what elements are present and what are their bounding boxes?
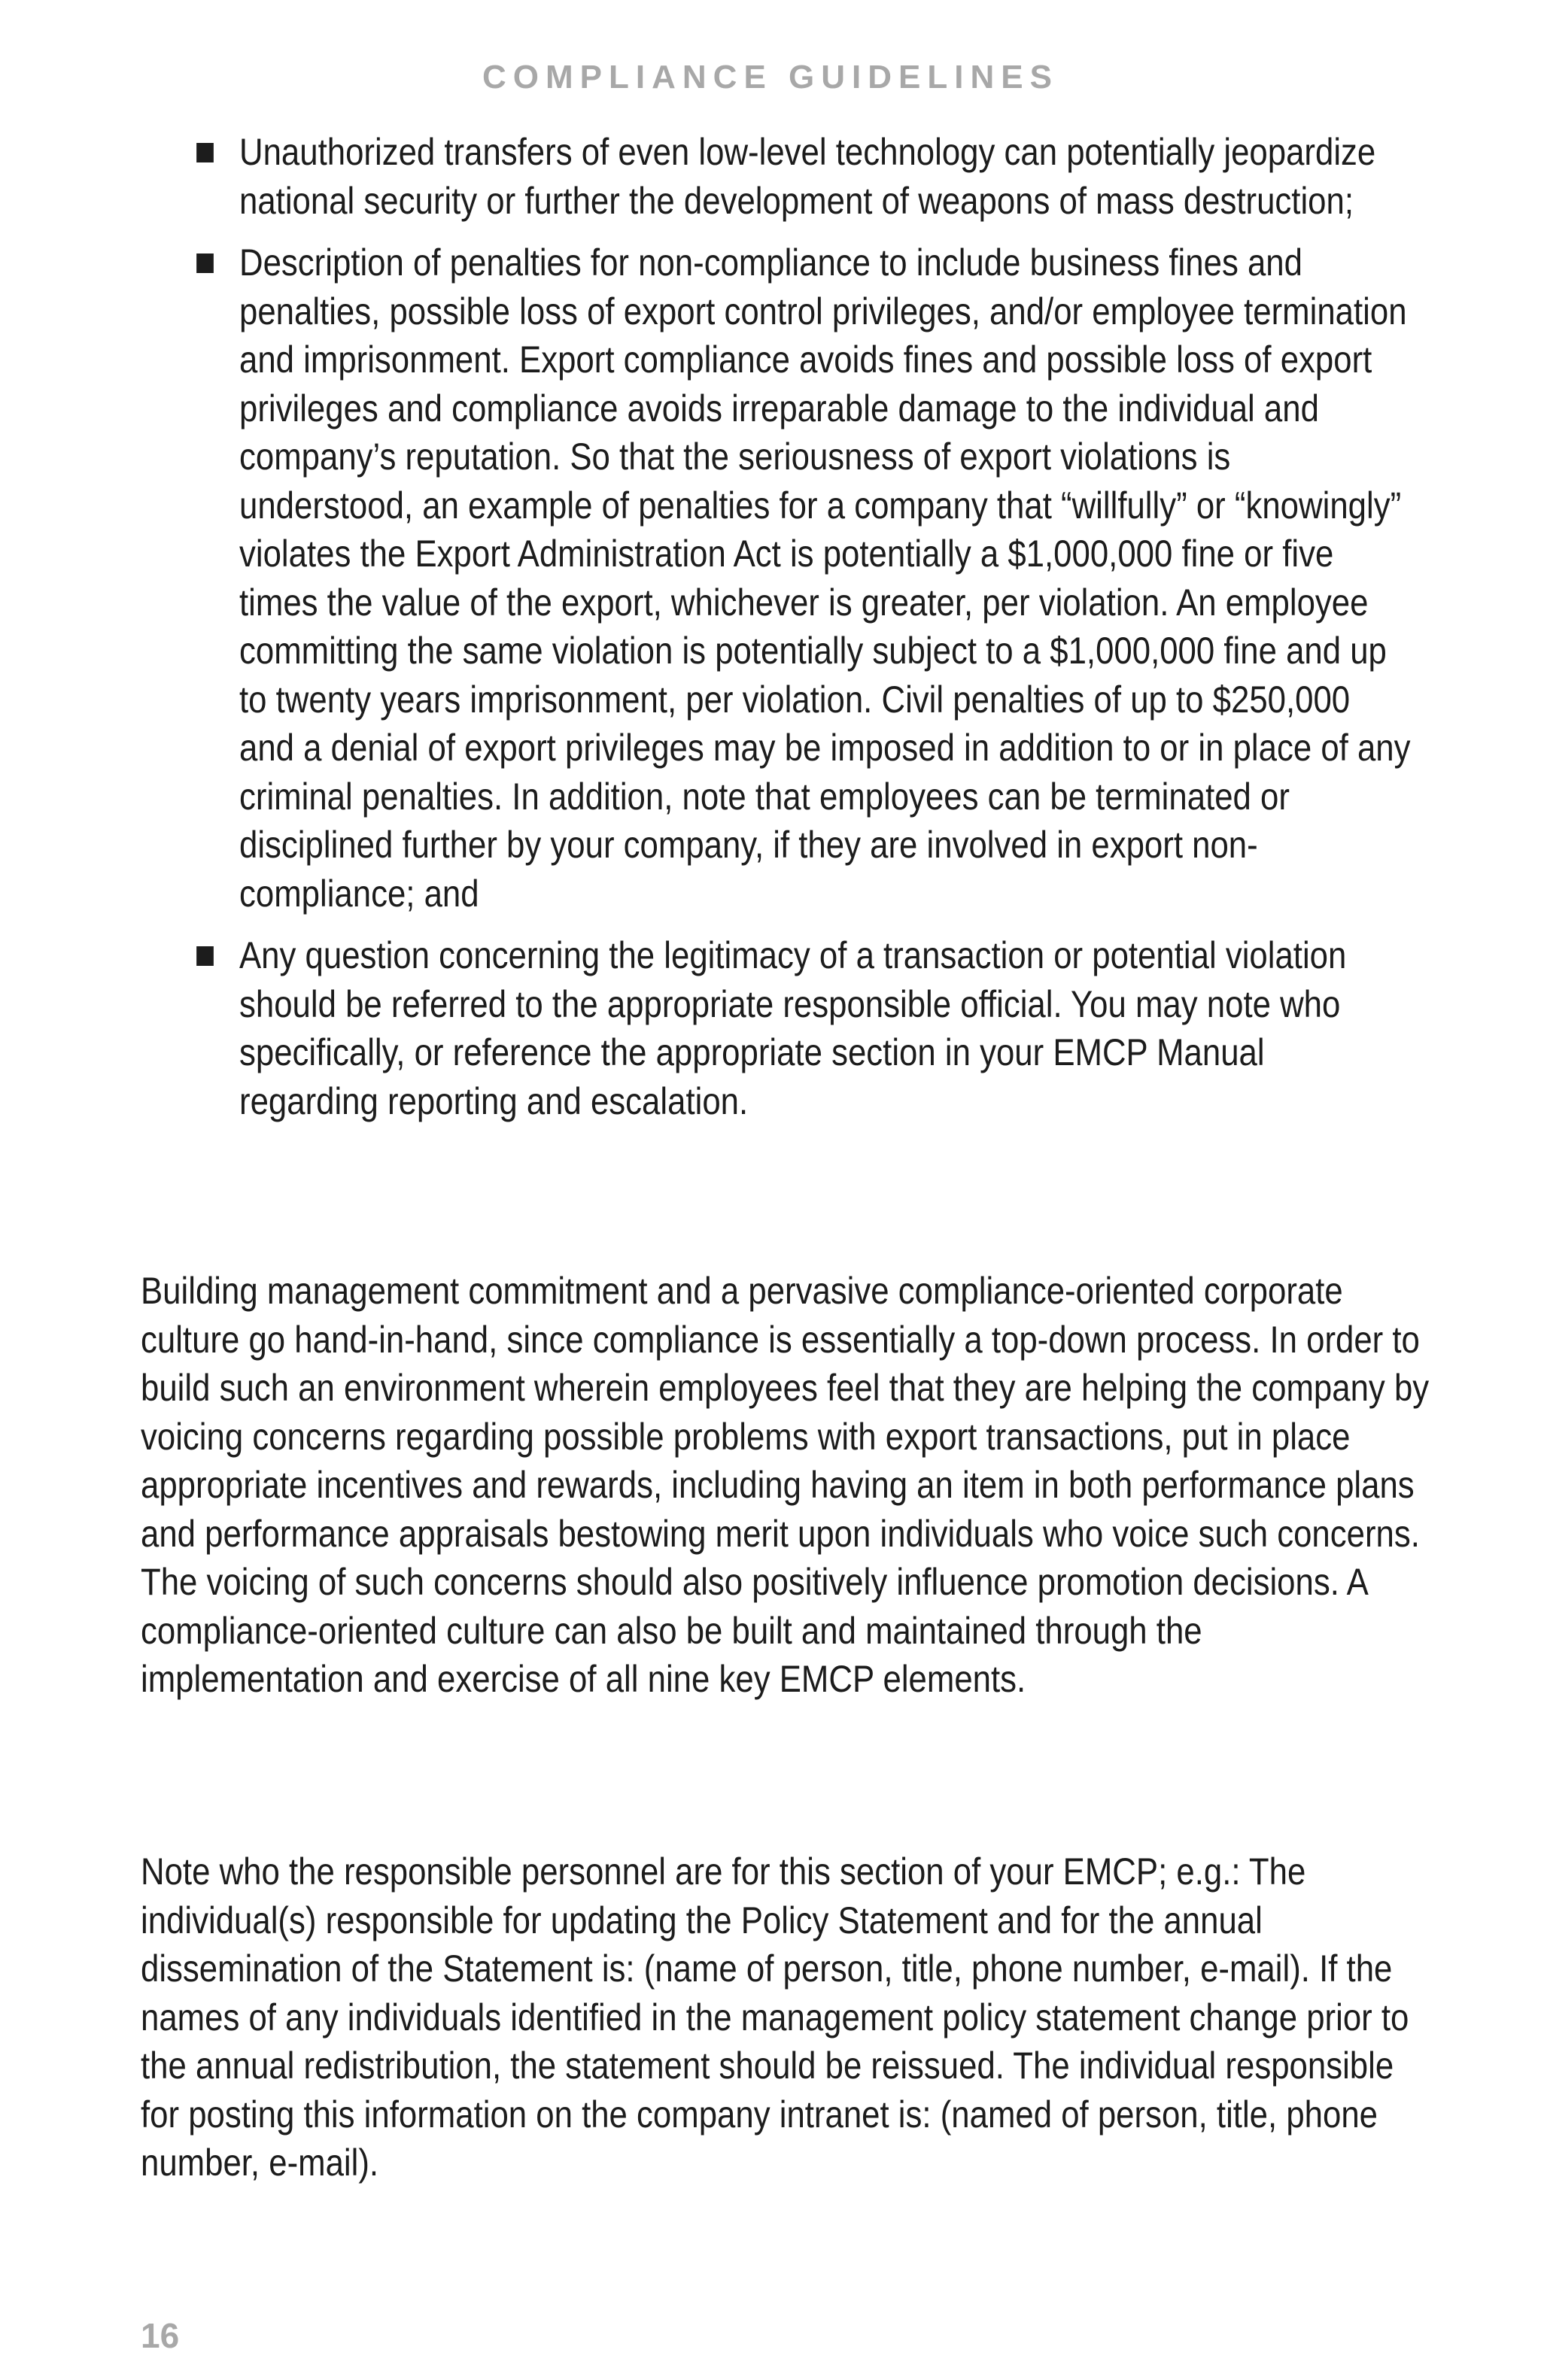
bullet-list [239, 128, 1413, 1139]
square-bullet-icon [196, 253, 214, 273]
square-bullet-icon [196, 143, 214, 162]
list-item [239, 238, 1412, 918]
square-bullet-icon [196, 946, 214, 966]
body-paragraph: Building management commitment and a pervasive compliance-oriented corporate culture go hand-in-hand, since compliance is essentially a top-down process. In order to build such an environment wherein employees feel that they are helping the company by voicing concerns regarding possible problems with export transactions, put in place appropriate incentives and rewards, including having an item in both performance plans and performance appraisals bestowing merit upon individuals who voice such concerns. The voicing of such concerns should also positively influence promotion decisions. A compliance-oriented culture can also be built and maintained through the implementation and exercise of all nine key EMCP elements. [141, 1270, 1430, 1700]
list-item [239, 931, 1412, 1125]
list-item-text: Unauthorized transfers of even low-level technology can potentially jeopardize national security or further the development of weapons of mass destruction; [239, 131, 1376, 222]
page-number: 16 [141, 2316, 180, 2355]
page-header: COMPLIANCE GUIDELINES [482, 59, 1059, 96]
list-item-text: Description of penalties for non-compliance to include business fines and penalties, possible loss of export control privileges, and/or employee termination and imprisonment. Export compliance avoids fines and possible loss of export privileges and compliance avoids irreparable damage to the individual and company’s reputation. So that the seriousness of export violations is understood, an example of penalties for a company that “willfully” or “knowingly” violates the Export Administration Act is potentially a $1,000,000 fine or five times the value of the export, whichever is greater, per violation. An employee committing the same violation is potentially subject to a $1,000,000 fine and up to twenty years imprisonment, per violation. Civil penalties of up to $250,000 and a denial of export privileges may be imposed in addition to or in place of any criminal penalties. In addition, note that employees can be terminated or disciplined further by your company, if they are involved in export non-compliance; and [239, 241, 1411, 915]
list-item [239, 128, 1412, 225]
list-item-text: Any question concerning the legitimacy of a transaction or potential violation should be referred to the appropriate responsible official. You may note who specifically, or reference the appropriate section in your EMCP Manual regarding reporting and escalation. [239, 934, 1347, 1122]
body-paragraph: Note who the responsible personnel are for this section of your EMCP; e.g.: The individual(s) responsible for updating the Policy Statement and for the annual dissemination of the Statement is: (name of person, title, phone number, e-mail). If the names of any individuals identified in the management policy statement change prior to the annual redistribution, the statement should be reissued. The individual responsible for posting this information on the company intranet is: (named of person, title, phone number, e-mail). [141, 1850, 1409, 2184]
